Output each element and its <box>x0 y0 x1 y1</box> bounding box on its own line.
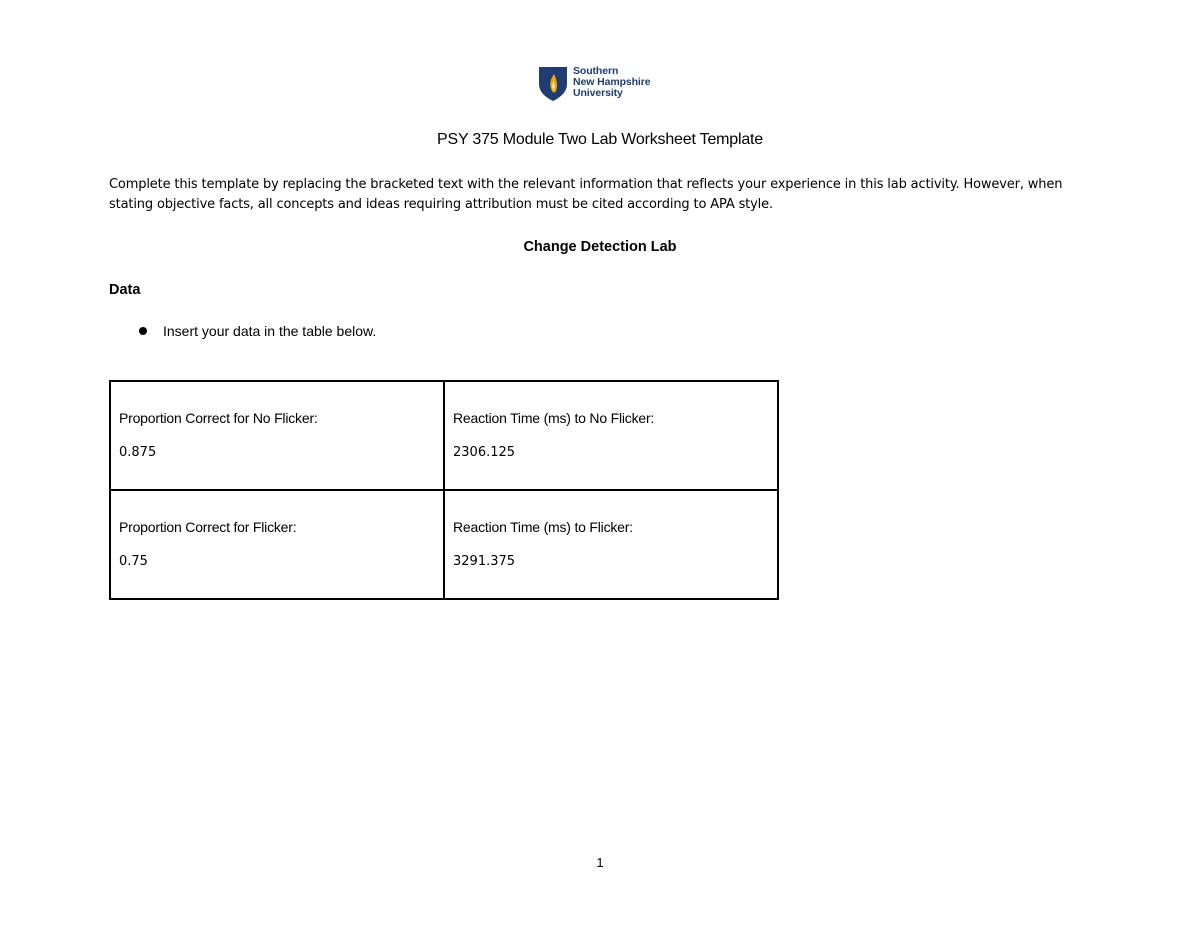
logo-line-3: University <box>573 87 623 99</box>
cell-label: Proportion Correct for Flicker: <box>119 519 297 535</box>
table-cell <box>110 381 444 490</box>
bullet-icon <box>139 327 147 335</box>
page-number: 1 <box>596 855 604 870</box>
cell-value: 0.75 <box>119 554 148 569</box>
cell-value: 3291.375 <box>453 554 516 569</box>
logo-line-1: Southern <box>573 65 619 77</box>
document-title: PSY 375 Module Two Lab Worksheet Template <box>437 131 763 148</box>
table-cell <box>444 381 778 490</box>
cell-value: 0.875 <box>119 445 157 460</box>
cell-label: Reaction Time (ms) to No Flicker: <box>453 410 655 426</box>
list-item-text: Insert your data in the table below. <box>163 323 377 339</box>
cell-value: 2306.125 <box>453 445 516 460</box>
table-row <box>110 381 778 490</box>
logo-wordmark <box>573 66 650 99</box>
table-cell <box>110 490 444 599</box>
snhu-shield-icon <box>538 66 568 102</box>
instruction-list <box>109 323 376 339</box>
section-title: Change Detection Lab <box>523 239 677 255</box>
snhu-logo <box>538 66 650 102</box>
table-cell <box>444 490 778 599</box>
cell-label: Reaction Time (ms) to Flicker: <box>453 519 633 535</box>
table-row <box>110 490 778 599</box>
cell-label: Proportion Correct for No Flicker: <box>119 410 318 426</box>
logo-line-2: New Hampshire <box>573 76 651 88</box>
intro-paragraph: Complete this template by replacing the bracketed text with the relevant information that reflects your experience in this lab activity. However, when stating objective facts, all concepts and ideas requiring attribution must be cited according to APA style. <box>109 177 1063 212</box>
data-heading: Data <box>109 282 141 298</box>
list-item <box>109 323 376 339</box>
data-table <box>109 380 779 600</box>
